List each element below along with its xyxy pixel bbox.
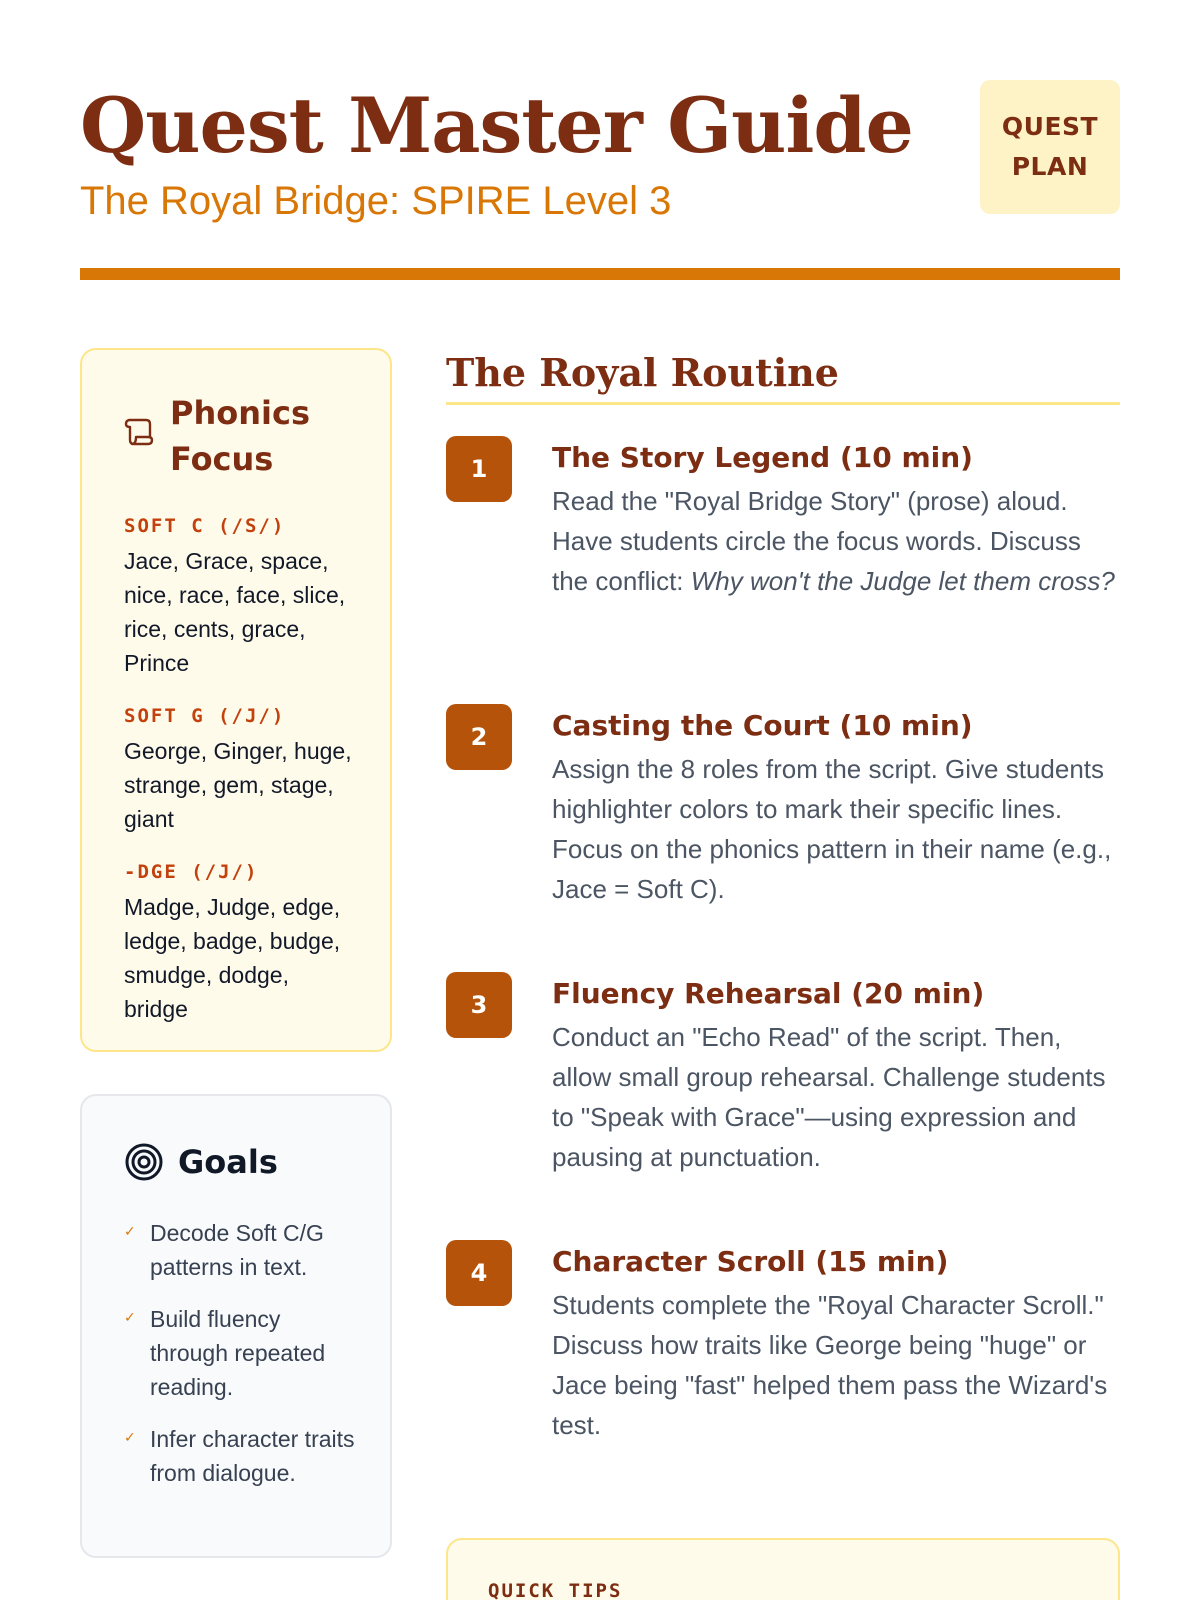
pattern-label: SOFT C (/S/) [124, 515, 286, 537]
check-icon: ✓ [124, 1224, 136, 1240]
step-body [552, 1242, 1120, 1445]
badge-line-1: QUEST [1001, 112, 1099, 141]
step-title: Character Scroll (15 min) [552, 1245, 949, 1278]
step-text [552, 481, 1120, 601]
step-text-main: Read the "Royal Bridge Story" (prose) aloud. Have students circle the focus words. Discuss the conflict: [552, 486, 1081, 596]
check-icon: ✓ [124, 1310, 136, 1326]
list-item [124, 1422, 360, 1490]
phonics-title: Phonics Focus [170, 394, 310, 478]
pattern-soft-g [124, 702, 358, 836]
step-text: Conduct an "Echo Read" of the script. Then, allow small group rehearsal. Challenge students to "Speak with Grace"—using expression and pausing at punctuation. [552, 1022, 1106, 1172]
routine-section [446, 348, 1120, 1440]
pattern-label: SOFT G (/J/) [124, 705, 286, 727]
step-number-badge: 2 [446, 704, 512, 770]
goals-header [124, 1132, 360, 1192]
pattern-dge [124, 858, 358, 1026]
goals-card [80, 1094, 392, 1558]
step-body [552, 706, 1120, 909]
page-title: Quest Master Guide [80, 81, 913, 170]
step-number-badge: 1 [446, 436, 512, 502]
quest-plan-badge [980, 80, 1120, 214]
quick-tips-card [446, 1538, 1120, 1600]
phonics-focus-card [80, 348, 392, 1052]
badge-line-2: PLAN [1011, 152, 1089, 181]
goal-list [124, 1216, 360, 1490]
step-text: Assign the 8 roles from the script. Give students highlighter colors to mark their specific lines. Focus on the phonics pattern in their name (e.g., Jace = Soft C). [552, 754, 1112, 904]
step-body [552, 438, 1120, 601]
phonics-header [124, 390, 358, 482]
header-divider [80, 268, 1120, 280]
header [80, 78, 1120, 278]
page-subtitle: The Royal Bridge: SPIRE Level 3 [80, 179, 672, 223]
pattern-soft-c [124, 512, 358, 680]
lesson-plan-page [80, 0, 1120, 1600]
target-icon [124, 1142, 164, 1182]
pattern-words: George, Ginger, huge, strange, gem, stage, giant [124, 738, 352, 832]
goal-text: Decode Soft C/G patterns in text. [150, 1220, 324, 1280]
step-number-badge: 4 [446, 1240, 512, 1306]
pattern-label: -DGE (/J/) [124, 861, 259, 883]
check-icon: ✓ [124, 1430, 136, 1446]
pattern-words: Madge, Judge, edge, ledge, badge, budge, smudge, dodge, bridge [124, 894, 341, 1022]
step-number-badge: 3 [446, 972, 512, 1038]
step-title: Casting the Court (10 min) [552, 709, 973, 742]
step-title: Fluency Rehearsal (20 min) [552, 977, 985, 1010]
quick-tips-label: QUICK TIPS [488, 1580, 623, 1600]
section-title: The Royal Routine [446, 348, 1120, 405]
list-item [124, 1302, 360, 1404]
goals-title: Goals [178, 1143, 278, 1181]
step-body [552, 974, 1120, 1177]
pattern-words: Jace, Grace, space, nice, race, face, slice, rice, cents, grace, Prince [124, 548, 346, 676]
goal-text: Infer character traits from dialogue. [150, 1426, 355, 1486]
step-text-question: Why won't the Judge let them cross? [690, 566, 1115, 596]
goal-text: Build fluency through repeated reading. [150, 1306, 326, 1400]
scroll-icon [124, 416, 154, 448]
list-item [124, 1216, 360, 1284]
step-text: Students complete the "Royal Character Scroll." Discuss how traits like George being "huge" or Jace being "fast" helped them pass the Wizard's test. [552, 1290, 1108, 1440]
step-title: The Story Legend (10 min) [552, 441, 973, 474]
